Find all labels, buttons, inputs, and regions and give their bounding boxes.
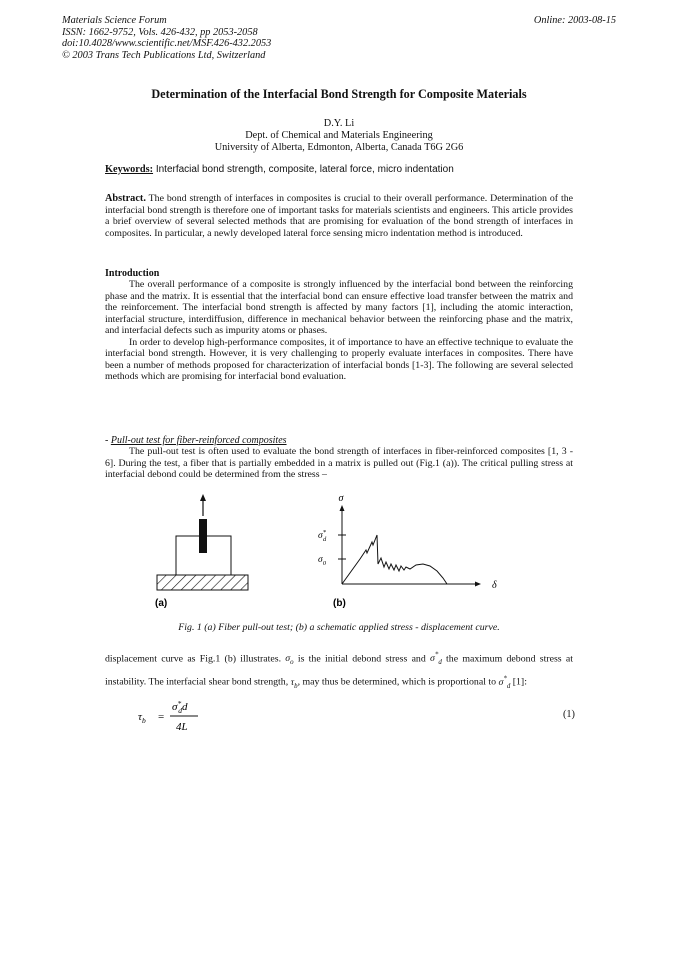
stress-displacement-curve bbox=[342, 535, 447, 584]
issn-line: ISSN: 1662-9752, Vols. 426-432, pp 2053-2058 bbox=[62, 26, 258, 38]
label-sigma-d: σ* d bbox=[318, 529, 327, 543]
author-block bbox=[60, 118, 618, 155]
figure-1 bbox=[140, 492, 520, 612]
pullout-paragraph: The pull-out test is often used to evaluate the bond strength of interfaces in fiber-reinforced composites [1, 3 - 6]. During the test, a fiber that is partially embedded in a matrix is pulled out (Fig.1 (a)). The critical pulling stress at interfacial debond could be determined from the stress – bbox=[105, 446, 573, 480]
y-axis-label: σ bbox=[338, 493, 344, 504]
keywords-label: Keywords: bbox=[105, 164, 154, 175]
eq-denominator: 4L bbox=[176, 721, 188, 733]
equation-number: (1) bbox=[562, 709, 575, 720]
x-axis-label: δ bbox=[492, 580, 497, 591]
subsection-dash: - bbox=[105, 435, 111, 446]
eq-lhs: $\tau_b$ bbox=[138, 711, 146, 725]
subsection-heading-pullout bbox=[105, 435, 287, 446]
intro-paragraph-2: In order to develop high-performance composites, it of importance to have an effective technique to evaluate the interfacial bond strength. However, it is very challenging to properly evaluate interfaces in composites. There have been a number of methods proposed for characterization of interfacial bonds [1-3]. The following are several selected methods which are promising for interfacial bond evaluation. bbox=[105, 336, 573, 382]
figure-1a-pullout-diagram bbox=[157, 494, 248, 590]
x-axis-arrow bbox=[475, 582, 481, 587]
abstract bbox=[105, 193, 573, 239]
introduction-body bbox=[105, 279, 573, 383]
affiliation-university: University of Alberta, Edmonton, Alberta, Canada T6G 2G6 bbox=[214, 142, 464, 154]
eq-equals: = bbox=[158, 711, 165, 723]
copyright-line: © 2003 Trans Tech Publications Ltd, Switzerland bbox=[62, 49, 266, 61]
symbol-sigma-d-star: $\sigma^*_d$ bbox=[430, 652, 442, 667]
y-axis-arrow bbox=[340, 505, 345, 511]
symbol-sigma-o: $\sigma_o$ bbox=[285, 653, 294, 667]
label-a: (a) bbox=[155, 598, 168, 609]
affiliation-dept: Dept. of Chemical and Materials Engineering bbox=[245, 130, 433, 142]
section-heading-introduction: Introduction bbox=[105, 268, 160, 279]
keywords-text: Interfacial bond strength, composite, lateral force, micro indentation bbox=[155, 164, 454, 175]
author-name: D.Y. Li bbox=[323, 118, 355, 129]
pull-arrow-head bbox=[200, 494, 206, 501]
substrate-hatched bbox=[157, 575, 248, 590]
fiber bbox=[199, 519, 207, 553]
symbol-tau-b: $\tau_b$ bbox=[290, 676, 298, 690]
figure-caption: Fig. 1 (a) Fiber pull-out test; (b) a schematic applied stress - displacement curve. bbox=[178, 622, 500, 633]
doi-line: doi:10.4028/www.scientific.net/MSF.426-432.2053 bbox=[62, 38, 272, 50]
label-sigma-0: $\sigma_0$ bbox=[318, 555, 326, 567]
post-figure-paragraph: displacement curve as Fig.1 (b) illustrates. $\sigma_o$ is the initial debond stress and $\sigma^*_d$ the maximum debond stress at instability. The interfacial shear bond strength, $\tau_b$, may thus be determined, which is proportional to $\sigma^*_d$ [1]: bbox=[105, 652, 573, 690]
journal-header bbox=[62, 15, 271, 61]
abstract-text: The bond strength of interfaces in composites is crucial to their overall performance. Determination of the interfacial bond strength is therefore one of important tasks for materials scientists and engineers. This article provides a brief overview of several selected methods that are promising for evaluation of the bond strength of interfaces in composites. In particular, a newly developed lateral force sensing micro indentation method is introduced. bbox=[105, 193, 573, 239]
subsection-title: Pull-out test for fiber-reinforced composites bbox=[110, 435, 287, 446]
paper-title: Determination of the Interfacial Bond Strength for Composite Materials bbox=[151, 87, 527, 101]
journal-name: Materials Science Forum bbox=[62, 15, 167, 26]
online-date: Online: 2003-08-15 bbox=[533, 15, 616, 26]
intro-paragraph-1: The overall performance of a composite is strongly influenced by the interfacial bond between the reinforcing phase and the matrix. It is essential that the interfacial bond can ensure effective load transfer between the matrix and the reinforcement. The interfacial bond strength is affected by many factors [1], including the atomic interaction, interfacial structure, interdiffusion, difference in mechanical behavior between the reinforcing phase and the matrix, and interfacial defects such as impurity atoms or phases. bbox=[105, 279, 573, 336]
abstract-label: Abstract. bbox=[105, 193, 146, 204]
symbol-sigma-d-star-2: $\sigma^*_d$ bbox=[498, 675, 511, 690]
eq-numerator: σ* dd bbox=[172, 699, 188, 715]
figure-1b-stress-curve bbox=[318, 493, 497, 591]
keywords bbox=[105, 164, 454, 175]
label-b: (b) bbox=[333, 598, 346, 609]
